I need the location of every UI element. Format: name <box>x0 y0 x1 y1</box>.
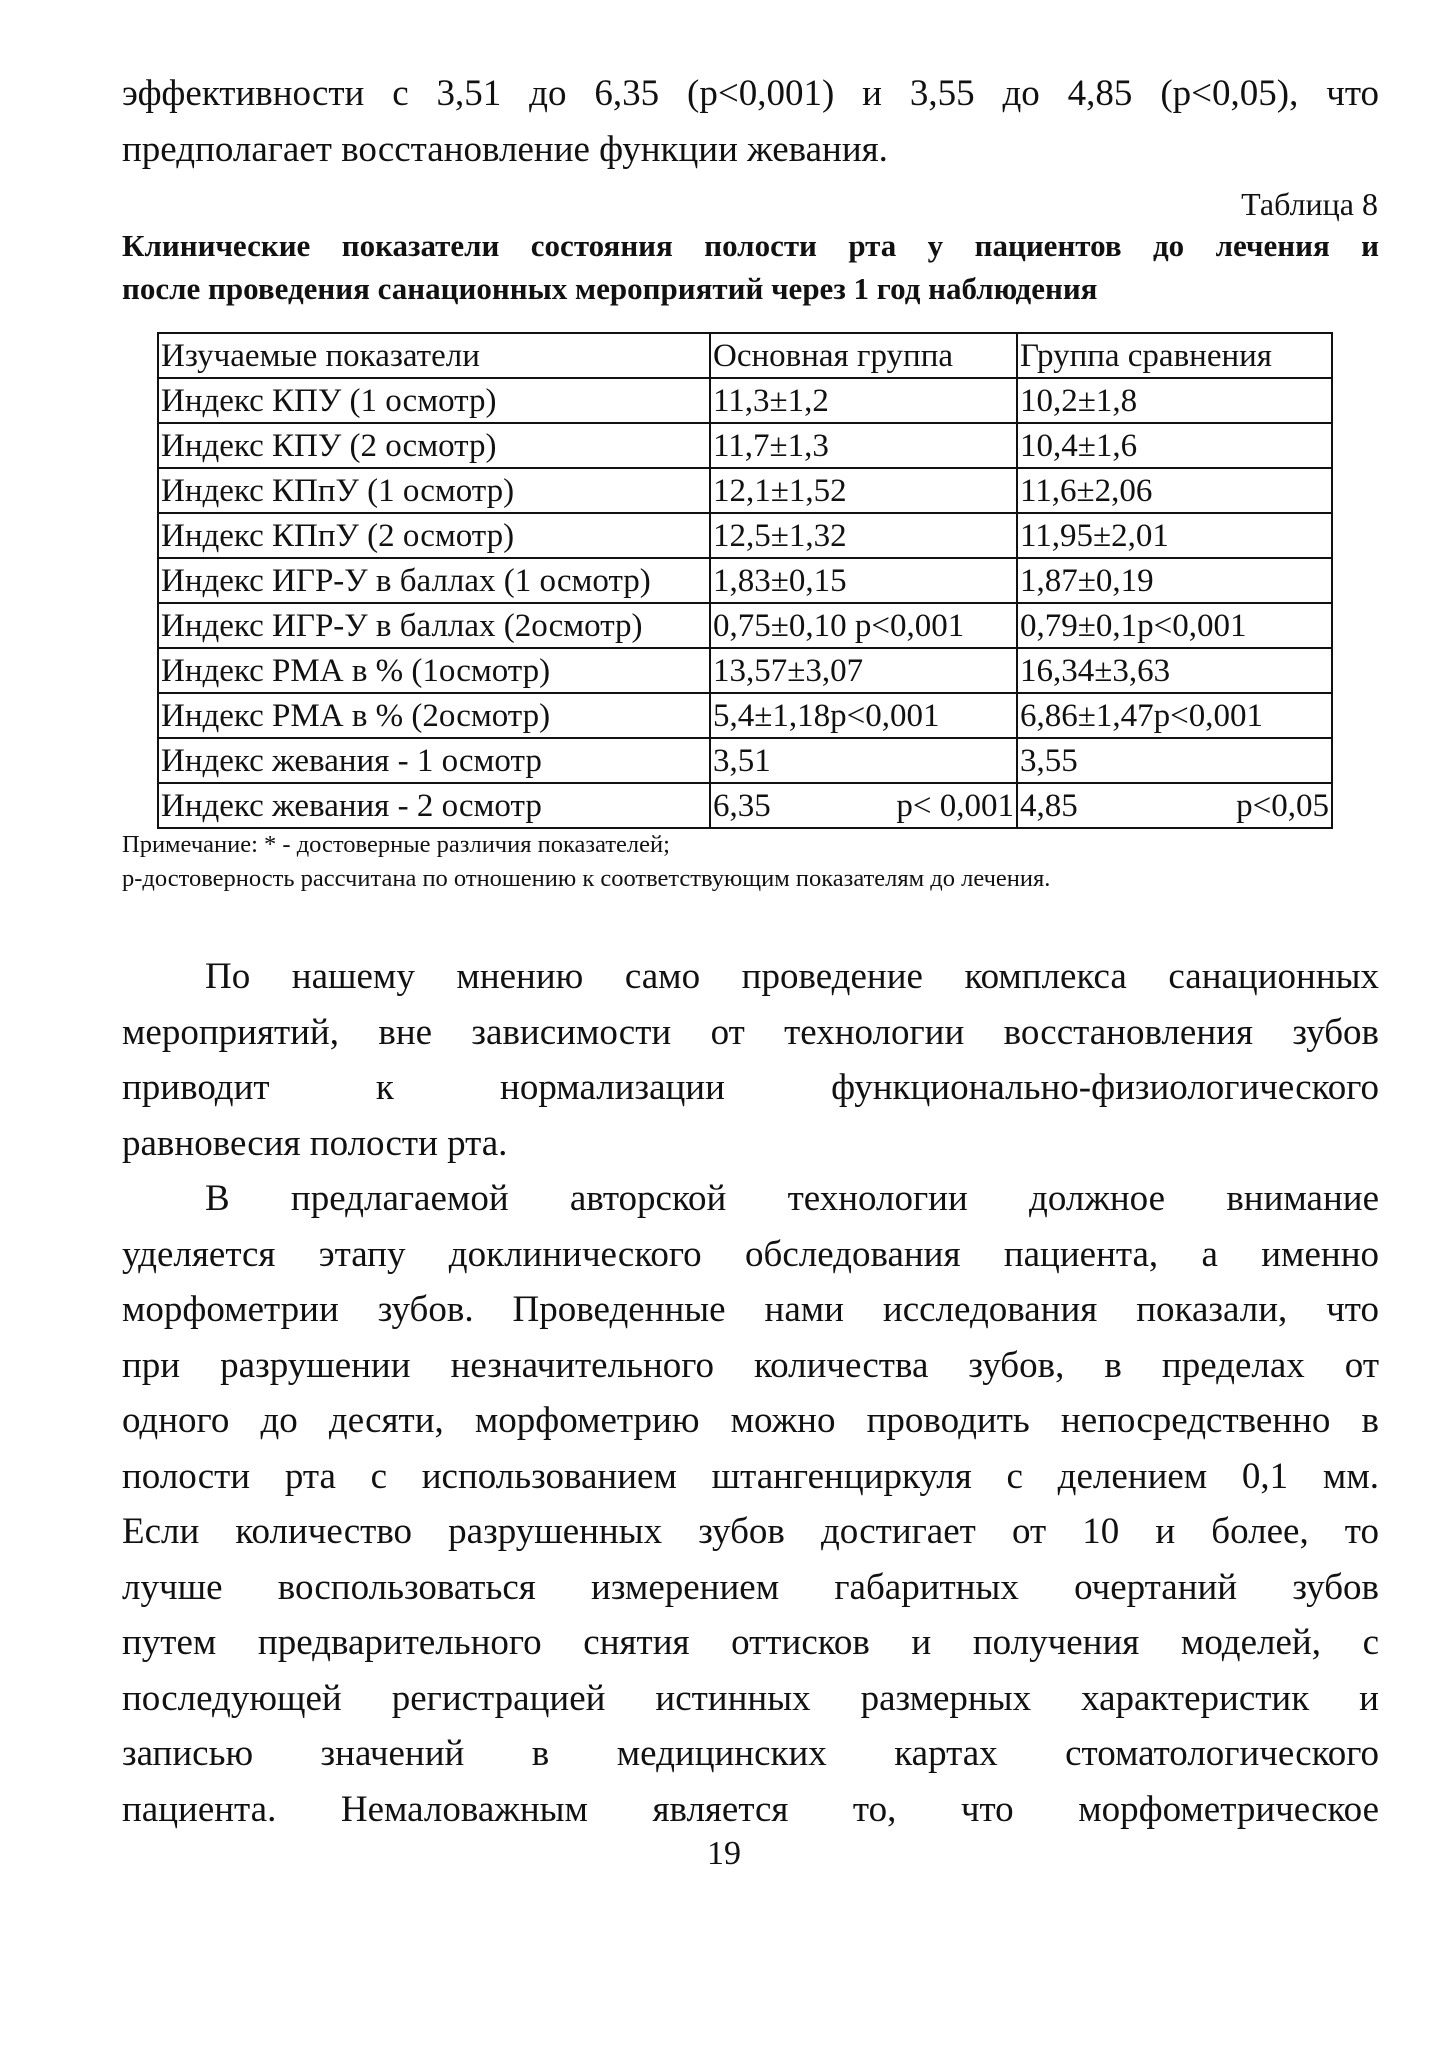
main-group-cell: 0,75±0,10 р<0,001 <box>710 603 1017 648</box>
table-row <box>158 558 1332 603</box>
comparison-group-cell: 11,6±2,06 <box>1017 468 1332 513</box>
indicator-cell: Индекс КПпУ (1 осмотр) <box>158 468 710 513</box>
text-line: при разрушении незначительного количества зубов, в пределах от <box>122 1344 1379 1386</box>
main-group-cell <box>710 783 1017 828</box>
indicator-cell: Индекс жевания - 1 осмотр <box>158 738 710 783</box>
table-title-line: после проведения санационных мероприятий через 1 год наблюдения <box>122 271 1098 306</box>
text-line: путем предварительного снятия оттисков и получения моделей, с <box>122 1622 1379 1663</box>
text-line: уделяется этапу доклинического обследования пациента, а именно <box>122 1233 1379 1275</box>
table-header-row <box>158 333 1332 378</box>
table-title <box>122 224 1379 310</box>
main-group-cell: 3,51 <box>710 738 1017 783</box>
main-value: 6,35 <box>713 787 771 824</box>
text-line: В предлагаемой авторской технологии должное внимание <box>205 1178 1379 1219</box>
indicator-cell: Индекс КПУ (2 осмотр) <box>158 423 710 468</box>
main-group-cell: 1,83±0,15 <box>710 558 1017 603</box>
comparison-group-cell: 10,4±1,6 <box>1017 423 1332 468</box>
text-line: По нашему мнению само проведение комплекса санационных <box>205 956 1379 997</box>
text-line: равновесия полости рта. <box>122 1122 508 1164</box>
indicator-cell: Индекс ИГР-У в баллах (1 осмотр) <box>158 558 710 603</box>
comparison-group-cell: 11,95±2,01 <box>1017 513 1332 558</box>
comparison-group-cell: 3,55 <box>1017 738 1332 783</box>
text-line: Если количество разрушенных зубов достигает от 10 и более, то <box>122 1511 1379 1552</box>
column-header: Изучаемые показатели <box>158 333 710 378</box>
text-line: приводит к нормализации функционально-физиологического <box>122 1067 1379 1108</box>
text-line: полости рта с использованием штангенциркуля с делением 0,1 мм. <box>122 1455 1379 1497</box>
table-row <box>158 693 1332 738</box>
main-group-cell: 11,3±1,2 <box>710 378 1017 423</box>
table-row <box>158 648 1332 693</box>
comparison-value: 4,85 <box>1020 787 1078 824</box>
text-line: предполагает восстановление функции жевания. <box>122 128 888 170</box>
table-row <box>158 378 1332 423</box>
text-line: записью значений в медицинских картах стоматологического <box>122 1733 1379 1774</box>
column-header: Основная группа <box>710 333 1017 378</box>
body-paragraph <box>122 949 1379 1171</box>
indicator-cell: Индекс КПУ (1 осмотр) <box>158 378 710 423</box>
comparison-group-cell: 0,79±0,1р<0,001 <box>1017 603 1332 648</box>
comparison-group-cell: 6,86±1,47р<0,001 <box>1017 693 1332 738</box>
table-title-line: Клинические показатели состояния полости рта у пациентов до лечения и <box>122 228 1379 263</box>
main-group-cell: 5,4±1,18р<0,001 <box>710 693 1017 738</box>
main-group-cell: 12,1±1,52 <box>710 468 1017 513</box>
main-group-cell: 12,5±1,32 <box>710 513 1017 558</box>
table-note: Примечание: * - достоверные различия показателей; <box>122 831 670 858</box>
table-label: Таблица 8 <box>1241 186 1378 222</box>
comparison-group-cell: 16,34±3,63 <box>1017 648 1332 693</box>
table-note: р-достоверность рассчитана по отношению к соответствующим показателям до лечения. <box>122 865 1051 892</box>
page-number: 19 <box>707 1835 741 1872</box>
comparison-group-cell: 10,2±1,8 <box>1017 378 1332 423</box>
text-line: последующей регистрацией истинных размерных характеристик и <box>122 1677 1379 1719</box>
comparison-p-value: р<0,05 <box>1236 787 1329 824</box>
indicators-table <box>157 332 1333 829</box>
body-paragraph <box>122 1171 1379 1837</box>
indicator-cell: Индекс КПпУ (2 осмотр) <box>158 513 710 558</box>
table-row <box>158 513 1332 558</box>
indicator-cell: Индекс ИГР-У в баллах (2осмотр) <box>158 603 710 648</box>
table-row <box>158 468 1332 513</box>
text-line: мероприятий, вне зависимости от технологии восстановления зубов <box>122 1011 1379 1053</box>
indicator-cell: Индекс РМА в % (1осмотр) <box>158 648 710 693</box>
main-group-cell: 13,57±3,07 <box>710 648 1017 693</box>
indicator-cell: Индекс РМА в % (2осмотр) <box>158 693 710 738</box>
table-row <box>158 603 1332 648</box>
intro-paragraph <box>122 66 1379 177</box>
table-row <box>158 738 1332 783</box>
comparison-group-cell: 1,87±0,19 <box>1017 558 1332 603</box>
text-line: пациента. Немаловажным является то, что морфометрическое <box>122 1788 1379 1830</box>
text-line: морфометрии зубов. Проведенные нами исследования показали, что <box>122 1289 1379 1330</box>
table-row <box>158 423 1332 468</box>
table-row <box>158 783 1332 828</box>
text-line: эффективности с 3,51 до 6,35 (р<0,001) и 3,55 до 4,85 (р<0,05), что <box>122 73 1379 114</box>
column-header: Группа сравнения <box>1017 333 1332 378</box>
comparison-group-cell <box>1017 783 1332 828</box>
text-line: одного до десяти, морфометрию можно проводить непосредственно в <box>122 1400 1379 1441</box>
indicator-cell: Индекс жевания - 2 осмотр <box>158 783 710 828</box>
text-line: лучше воспользоваться измерением габаритных очертаний зубов <box>122 1566 1379 1608</box>
main-group-cell: 11,7±1,3 <box>710 423 1017 468</box>
main-p-value: р< 0,001 <box>896 787 1014 824</box>
